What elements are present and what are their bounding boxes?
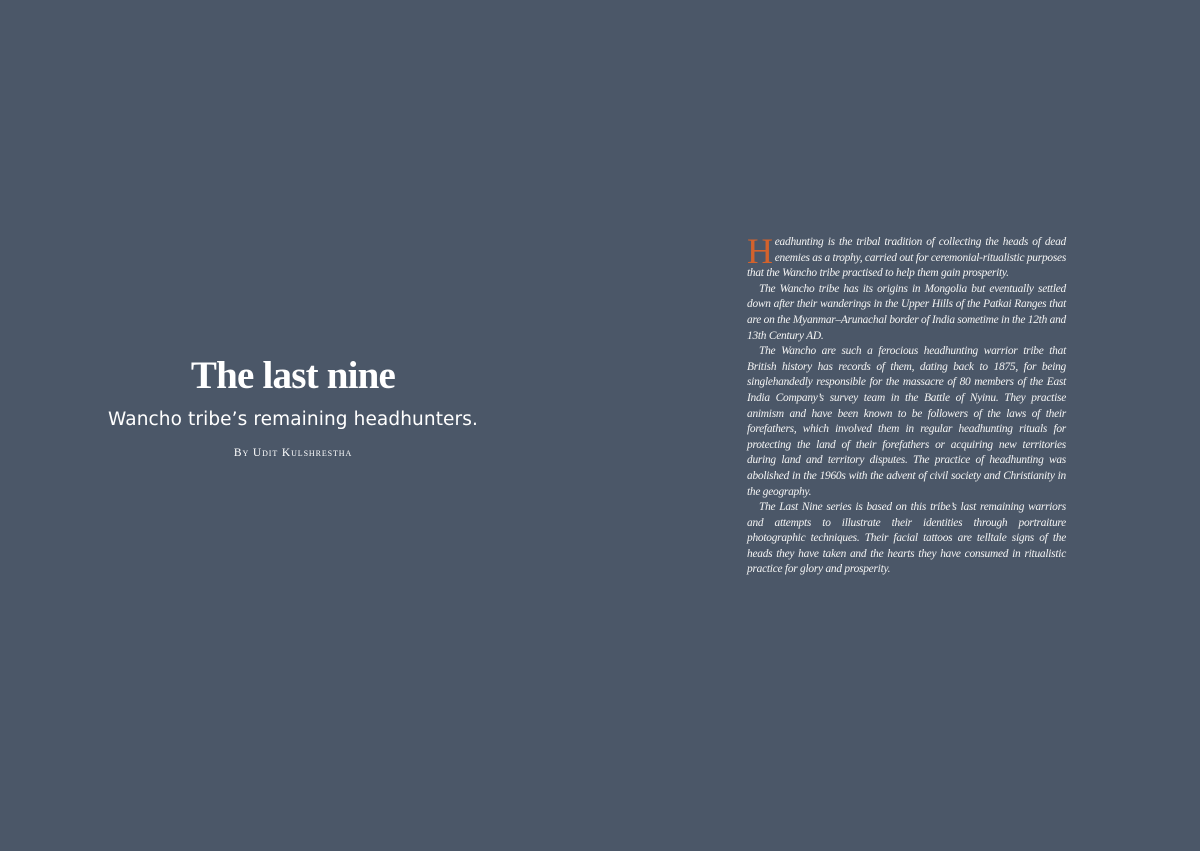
body-paragraph: The Wancho tribe has its origins in Mongolia but eventually settled down after their wanderings in the Upper Hills of the Patkai Ranges that are on the Myanmar–Arunachal border of India sometime in the 12th and 13th Century AD. xyxy=(747,282,1066,342)
article-subtitle: Wancho tribe’s remaining headhunters. xyxy=(108,409,478,430)
byline-prefix: By xyxy=(233,447,250,459)
body-paragraph: The Last Nine series is based on this tribe’s last remaining warriors and attempts to illustrate their identities through portraiture photographic techniques. Their facial tattoos are telltale signs of the heads they have taken and the hearts they have consumed in ritualistic practice for glory and prosperity. xyxy=(747,501,1066,576)
body-paragraph xyxy=(747,231,1067,282)
title-block xyxy=(90,352,496,459)
byline xyxy=(90,447,496,459)
article-title: The last nine xyxy=(190,354,396,397)
body-paragraph: The Wancho are such a ferocious headhunting warrior tribe that British history has records of them, dating back to 1875, for being singlehandedly responsible for the massacre of 80 members of the East India Company’s survey team in the Battle of Nyinu. They practise animism and have been known to be followers of the laws of their forefathers, which involved them in regular headhunting rituals for protecting the land of their forefathers or acquiring new territories during land and territory disputes. The practice of headhunting was abolished in the 1960s with the advent of civil society and Christianity in the geography. xyxy=(747,345,1066,498)
paragraph-text: eadhunting is the tribal tradition of collecting the heads of dead enemies as a trophy, carried out for ceremonial-ritualistic purposes that the Wancho tribe practised to help them gain prosperity. xyxy=(747,236,1067,280)
drop-cap: H xyxy=(747,231,773,271)
byline-author: Udit Kulshrestha xyxy=(252,447,353,459)
article-body xyxy=(747,231,1067,578)
right-page xyxy=(600,0,1200,851)
